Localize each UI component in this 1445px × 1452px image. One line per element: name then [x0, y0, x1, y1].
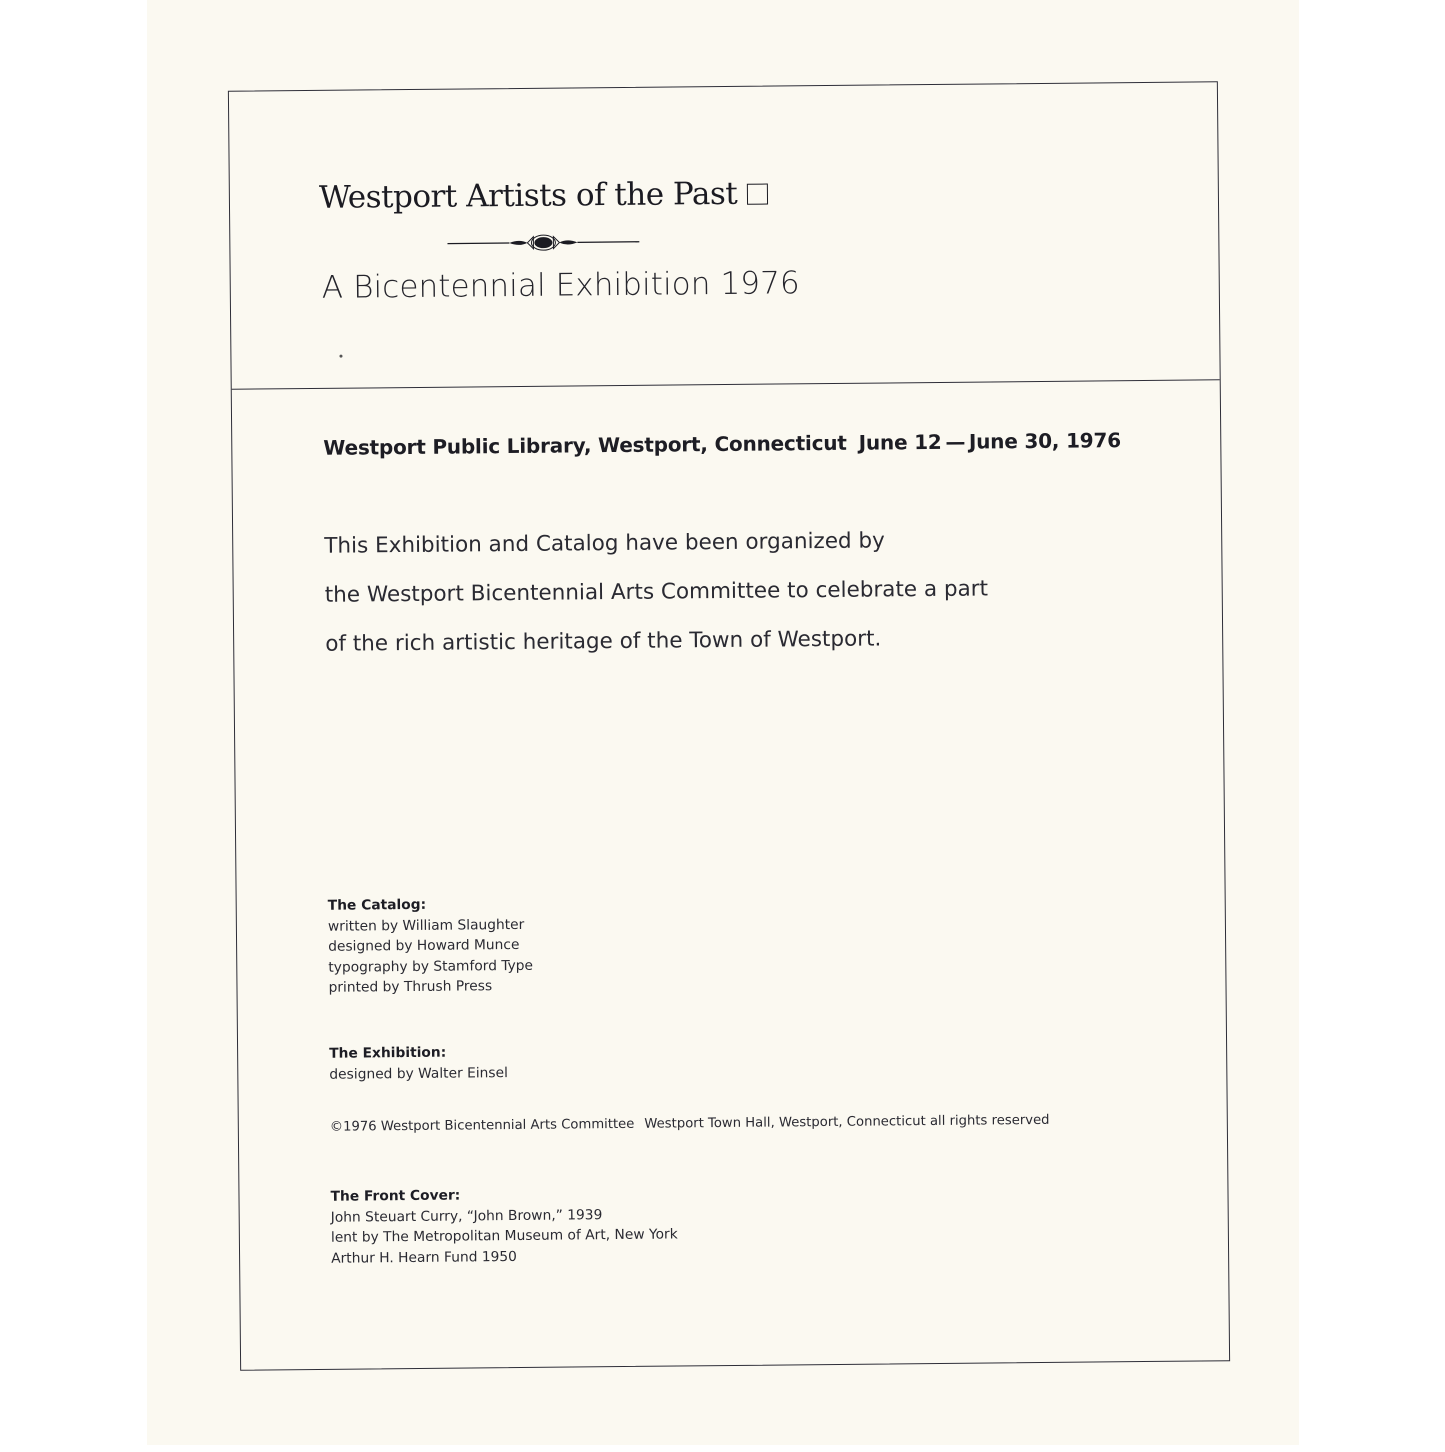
catalog-credit-line: typography by Stamford Type [328, 957, 534, 976]
page-title [319, 176, 769, 216]
square-ornament-icon [747, 184, 768, 205]
intro-line: of the rich artistic heritage of the Town of Westport. [325, 626, 882, 657]
catalog-credit-line: written by William Slaughter [327, 916, 525, 935]
page-subtitle: A Bicentennial Exhibition 1976 [321, 265, 800, 306]
copyright-address: Westport Town Hall, Westport, Connecticut all rights reserved [644, 1112, 1050, 1132]
venue-location: Westport Public Library, Westport, Connecticut [323, 430, 847, 460]
front-cover-line: John Steuart Curry, “John Brown,” 1939 [330, 1206, 603, 1226]
front-cover-credits [330, 1183, 678, 1268]
front-cover-line: Arthur H. Hearn Fund 1950 [331, 1248, 517, 1267]
copyright-line [330, 1113, 1050, 1135]
flourish-ornament-icon [447, 233, 639, 253]
front-cover-line: lent by The Metropolitan Museum of Art, New York [330, 1226, 678, 1246]
exhibition-credits [329, 1042, 508, 1085]
front-cover-heading: The Front Cover: [330, 1187, 461, 1205]
exhibition-heading: The Exhibition: [329, 1044, 447, 1062]
catalog-heading: The Catalog: [327, 896, 427, 914]
venue-dates: June 12 — June 30, 1976 [858, 428, 1121, 455]
intro-line: This Exhibition and Catalog have been organized by [324, 528, 885, 559]
catalog-credits [328, 894, 534, 998]
catalog-credit-line: designed by Howard Munce [328, 936, 520, 955]
intro-paragraph [324, 515, 989, 668]
catalog-credit-line: printed by Thrush Press [328, 978, 493, 996]
exhibition-credit-line: designed by Walter Einsel [329, 1064, 508, 1083]
intro-line: the Westport Bicentennial Arts Committee to celebrate a part [324, 576, 989, 608]
copyright-text: ©1976 Westport Bicentennial Arts Committee [329, 1116, 635, 1135]
speck-dot [339, 355, 342, 358]
page-title-text: Westport Artists of the Past [318, 175, 738, 216]
venue-line [323, 428, 1121, 460]
